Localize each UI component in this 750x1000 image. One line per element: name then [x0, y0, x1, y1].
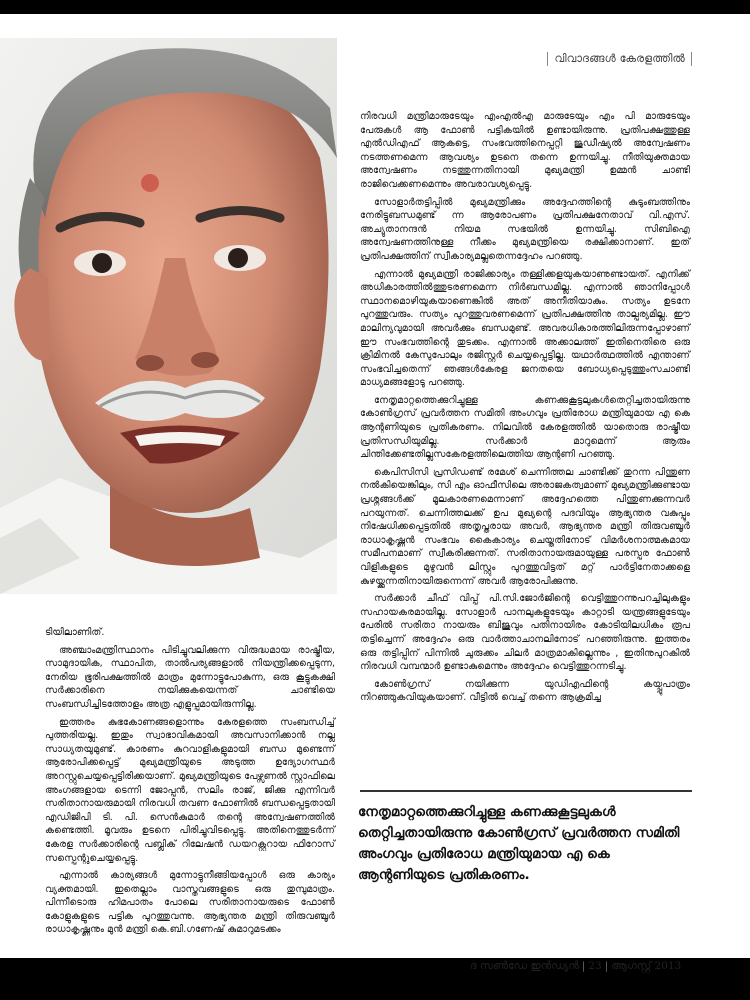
page-number: 23: [588, 960, 602, 972]
left-article-column: [45, 626, 335, 936]
paragraph: എന്നാൽ മുഖ്യമന്ത്രി രാജിക്കാര്യം തള്ളിക്കളയുകയാണുണ്ടായത്. എനിക്ക് അധികാരത്തിൽത്തുടരണമെന്ന നിർബന്ധമില്ല. എന്നാൽ ഞാനിപ്പോൾ സ്ഥാനമൊഴിയുകയാണെങ്കിൽ അത് അനീതിയാകും. സത്യം ഉടനേ പുറത്തുവരും. സത്യം പുറത്തുവരണമെന്ന് പ്രതിപക്ഷത്തിനു താല്പര്യമില്ല. ഈ മാലിന്യവുമായി അവർക്കും ബന്ധമുണ്ട്. അവരധികാരത്തിലിരുന്നപ്പോഴാണ് ഈ സംഭവത്തിന്റെ തുടക്കം. എന്നാൽ അക്കാലത്ത് ഇതിനെതിരെ ഒരു ക്രിമിനൽ കേസുപോലും രജിസ്റ്റർ ചെയ്യപ്പെട്ടില്ല. യഥാർത്ഥത്തിൽ എന്താണ് സംഭവിച്ചതെന്ന് ഞങ്ങൾകേരള ജനതയെ ബോധ്യപ്പെടുത്തുംസചാണ്ടി മാധ്യമങ്ങളോടു പറഞ്ഞു.: [360, 268, 690, 389]
paragraph: സർക്കാർ ചീഫ് വിപ്പ് പി.സി.ജോർജിന്റെ വെട്ടിത്തുറന്നുപറച്ചിലുകളും സഹായകരമായില്ല. സോളാർ പാനലുകളുടേയും കാറ്റാടി യന്ത്രങ്ങളുടേയും പേരിൽ സരിതാ നായരും ബിജുവും പതിനായിരം കോടിയിലധികം രൂപ തട്ടിച്ചെന്ന് അദ്ദേഹം ഒരു വാർത്താചാനലിനോട് പറഞ്ഞിരുന്നു. ഇത്തരം ഒരു തട്ടിപ്പിന് പിന്നിൽ ചുരുക്കം ചിലർ മാത്രമാകില്ലെന്നും , ഇതിനുപുറകിൽ നിരവധി വമ്പന്മാർ ഉണ്ടാകുമെന്നും അദ്ദേഹം വെട്ടിത്തുറന്നടിച്ചു.: [360, 593, 690, 673]
right-article-column: [360, 110, 690, 760]
section-tag: വിവാദങ്ങൾ കേരളത്തിൽ: [547, 52, 692, 66]
paragraph: ഇത്തരം കുഭകോണങ്ങളൊന്നും കേരളത്തെ സംബന്ധിച്ച് പുത്തരിയല്ല. ഇതും സ്വാഭാവികമായി അവസാനിക്കാൻ നല്ല സാധ്യതയുമുണ്ട്. കാരണം കുറവാളികളുമായി ബന്ധ മുണ്ടെന്ന് ആരോപിക്കപ്പെട്ട് മുഖ്യമന്ത്രിയുടെ അടുത്ത ഉദ്യോഗസ്ഥർ അറസ്റ്റുചെയ്യപ്പെട്ടിരിക്കയാണ്. മുഖ്യമന്ത്രിയുടെ പേഴ്സണൽ സ്റ്റാഫിലെ അംഗങ്ങളായ ടെന്നി ജോപ്പൻ, സലിം രാജ്, ജിക്കു എന്നിവർ സരിതാനായരുമായി നിരവധി തവണ ഫോണിൽ ബന്ധപ്പെട്ടതായി എഡിജിപി ടി. പി. സെൻകുമാർ തന്റെ അന്വേഷണത്തിൽ കണ്ടെത്തി. മൂവരും ഉടനെ പിരിച്ചുവിടപ്പെട്ടു. അതിനെത്തുടർന്ന് കേരള സർക്കാരിന്റെ പബ്ലിക് റിലേഷൻ ഡയറക്റ്ററായ ഫിറോസ് സസ്പെന്റുചെയ്യപ്പെട്ടു.: [45, 716, 335, 864]
portrait-photo-icon: [0, 38, 337, 594]
magazine-page: [0, 14, 750, 972]
portrait-photo: [0, 38, 337, 594]
page-footer: ദ സൺഡേ ഇൻഡ്യൻ | 23 | ആഗസ്റ്റ് 2013: [470, 960, 682, 972]
magazine-name: ദ സൺഡേ ഇൻഡ്യൻ: [470, 960, 579, 972]
pull-quote: നേതൃമാറ്റത്തെക്കുറിച്ചുള്ള കണക്കുകൂട്ടലുകൾ തെറ്റിച്ചതായിരുന്നു കോൺഗ്രസ് പ്രവർത്തന സമിതി അംഗവും പ്രതിരോധ മന്ത്രിയുമായ എ കെ ആന്റണിയുടെ പ്രതികരണം.: [358, 804, 680, 883]
paragraph: നിരവധി മന്ത്രിമാരുടേയും എംഎൽഎ മാരുടേയും എം പി മാരുടേയും പേരുകൾ ആ ഫോൺ പട്ടികയിൽ ഉണ്ടായിരുന്നു. പ്രതിപക്ഷത്തുള്ള എൽഡിഎഫ് ആകട്ടെ, സംഭവത്തിനെപ്പറ്റി ജുഡീഷ്യൽ അന്വേഷണം നടത്തണമെന്ന ആവശ്യം ഉടനെ തന്നെ ഉന്നയിച്ചു. നീതിയുക്തമായ അന്വേഷണം നടത്തുന്നതിനായി മുഖ്യമന്ത്രി ഉമ്മൻ ചാണ്ടി രാജിവെക്കണമെന്നും അവരാവശ്യപ്പെട്ടു.: [360, 111, 690, 190]
paragraph: കെപിസിസി പ്രസിഡണ്ട് രമേശ് ചെന്നിത്തല ചാണ്ടിക്ക് തുറന്ന പിന്തുണ നൽകിയെങ്കിലും, സി എം ഓഫീസിലെ അരാജകത്വമാണ് മുഖ്യമന്ത്രിക്കുണ്ടായ പ്രശ്നങ്ങൾക്ക് മൂലകാരണമെന്നാണ് അദ്ദേഹത്തെ പിന്തുണക്കുന്നവർ പറയുന്നത്. ചെന്നിത്തലക്ക് ഉപ മുഖ്യന്റെ പദവിയും ആഭ്യന്തര വകുപ്പും നിഷേധിക്കപ്പെട്ടതിൽ അതൃപ്തരായ അവർ, ആഭ്യന്തര മന്ത്രി തിരുവഞ്ചൂർ രാധാകൃഷ്ണൻ സംഭവം കൈകാര്യം ചെയ്തതിനോട് വിമർശനാത്മകമായ സമീപനമാണ് സ്വീകരിക്കുന്നത്. സരിതാനായരുമായുള്ള പരസ്പര ഫോൺ വിളികളുടെ മുഴുവൻ ലിസ്റ്റും പുറത്തുവിട്ടത് മറ്റ് പാർട്ടിനേതാക്കളെ കുഴയ്ക്കുന്നതിനായിരുന്നെന്ന് അവർ ആരോപിക്കുന്നു.: [360, 466, 690, 587]
paragraph: അഞ്ചാംമന്ത്രിസ്ഥാനം പിടിച്ചുവലിക്കുന്ന വിരുദ്ധമായ രാഷ്ട്രീയ, സാമുദായിക, സ്ഥാപിത, താൽപര്യങ്ങളാൽ നിയന്ത്രിക്കപ്പെടുന്ന, നേരിയ ഭൂരിപക്ഷത്തിൽ മാത്രം മുന്നോട്ടുപോകുന്ന, ഒരു കൂട്ടുകക്ഷി സർക്കാരിനെ നയിക്കുകയെന്നത് ചാണ്ടിയെ സംബന്ധിച്ചിടത്തോളം അത്ര എളുപ്പമായിരുന്നില്ല.: [45, 644, 335, 710]
paragraph: ടിയിലാണിത്.: [45, 627, 105, 638]
paragraph: കോൺഗ്രസ് നയിക്കുന്ന യുഡിഎഫിന്റെ കയ്പ്പുപാത്രം നിറഞ്ഞുകവിയുകയാണ്. വീട്ടിൽ വെച്ച് തന്നെ ആക്രമിച്ച: [360, 678, 690, 704]
paragraph: സോളാർതട്ടിപ്പിൽ മുഖ്യമന്ത്രിക്കും അദ്ദേഹത്തിന്റെ കുടുംബത്തിനും നേരിട്ടുബന്ധമുണ്ട് ന്ന ആരോപണം പ്രതിപക്ഷനേതാവ് വി.എസ്. അച്യുതാനന്ദൻ നിയമ സഭയിൽ ഉന്നയിച്ചു. സിബിഐ അന്വേഷണത്തിനുള്ള നീക്കം മുഖ്യമന്ത്രിയെ രക്ഷിക്കാനാണ്. ഇത് പ്രതിപക്ഷത്തിന് സ്വീകാര്യമല്ലതെന്നദ്ദേഹം പറഞ്ഞു.: [360, 196, 690, 262]
paragraph: എന്നാൽ കാര്യങ്ങൾ മുന്നോട്ടുനീങ്ങിയപ്പോൾ ഒരു കാര്യം വ്യക്തമായി. ഇതെല്ലാം വാസ്തവങ്ങളുടെ ഒരു തുമ്പുമാത്രം. പിന്നീടൊരു ഹിമപാതം പോലെ സരിതാനായരുടെ ഫോൺ കോളുകളുടെ പട്ടിക പുറത്തുവന്നു. ആഭ്യന്തര മന്ത്രി തിരുവഞ്ചൂർ രാധാകൃഷ്ണനും മുൻ മന്ത്രി കെ.ബി.ഗണേഷ് കുമാറുമടക്കം: [45, 870, 335, 936]
paragraph: നേതൃമാറ്റത്തെക്കുറിച്ചുള്ള കണക്കുകൂട്ടലുകൾതെറ്റിച്ചതായിരുന്നു കോൺഗ്രസ് പ്രവർത്തന സമിതി അംഗവും പ്രതിരോധ മന്ത്രിയുമായ എ കെ ആന്റണിയുടെ പ്രതികരണം. നിലവിൽ കേരളത്തിൽ യാതൊരു രാഷ്ട്രീയ പ്രതിസന്ധിയുമില്ല. സർക്കാർ മാറുമെന്ന് ആരും ചിന്തിക്കേണ്ടതില്ലസകേരളത്തിലെത്തിയ ആന്റണി പറഞ്ഞു.: [360, 394, 690, 461]
issue-date: ആഗസ്റ്റ് 2013: [611, 960, 682, 972]
pull-quote-rule: [360, 790, 692, 792]
